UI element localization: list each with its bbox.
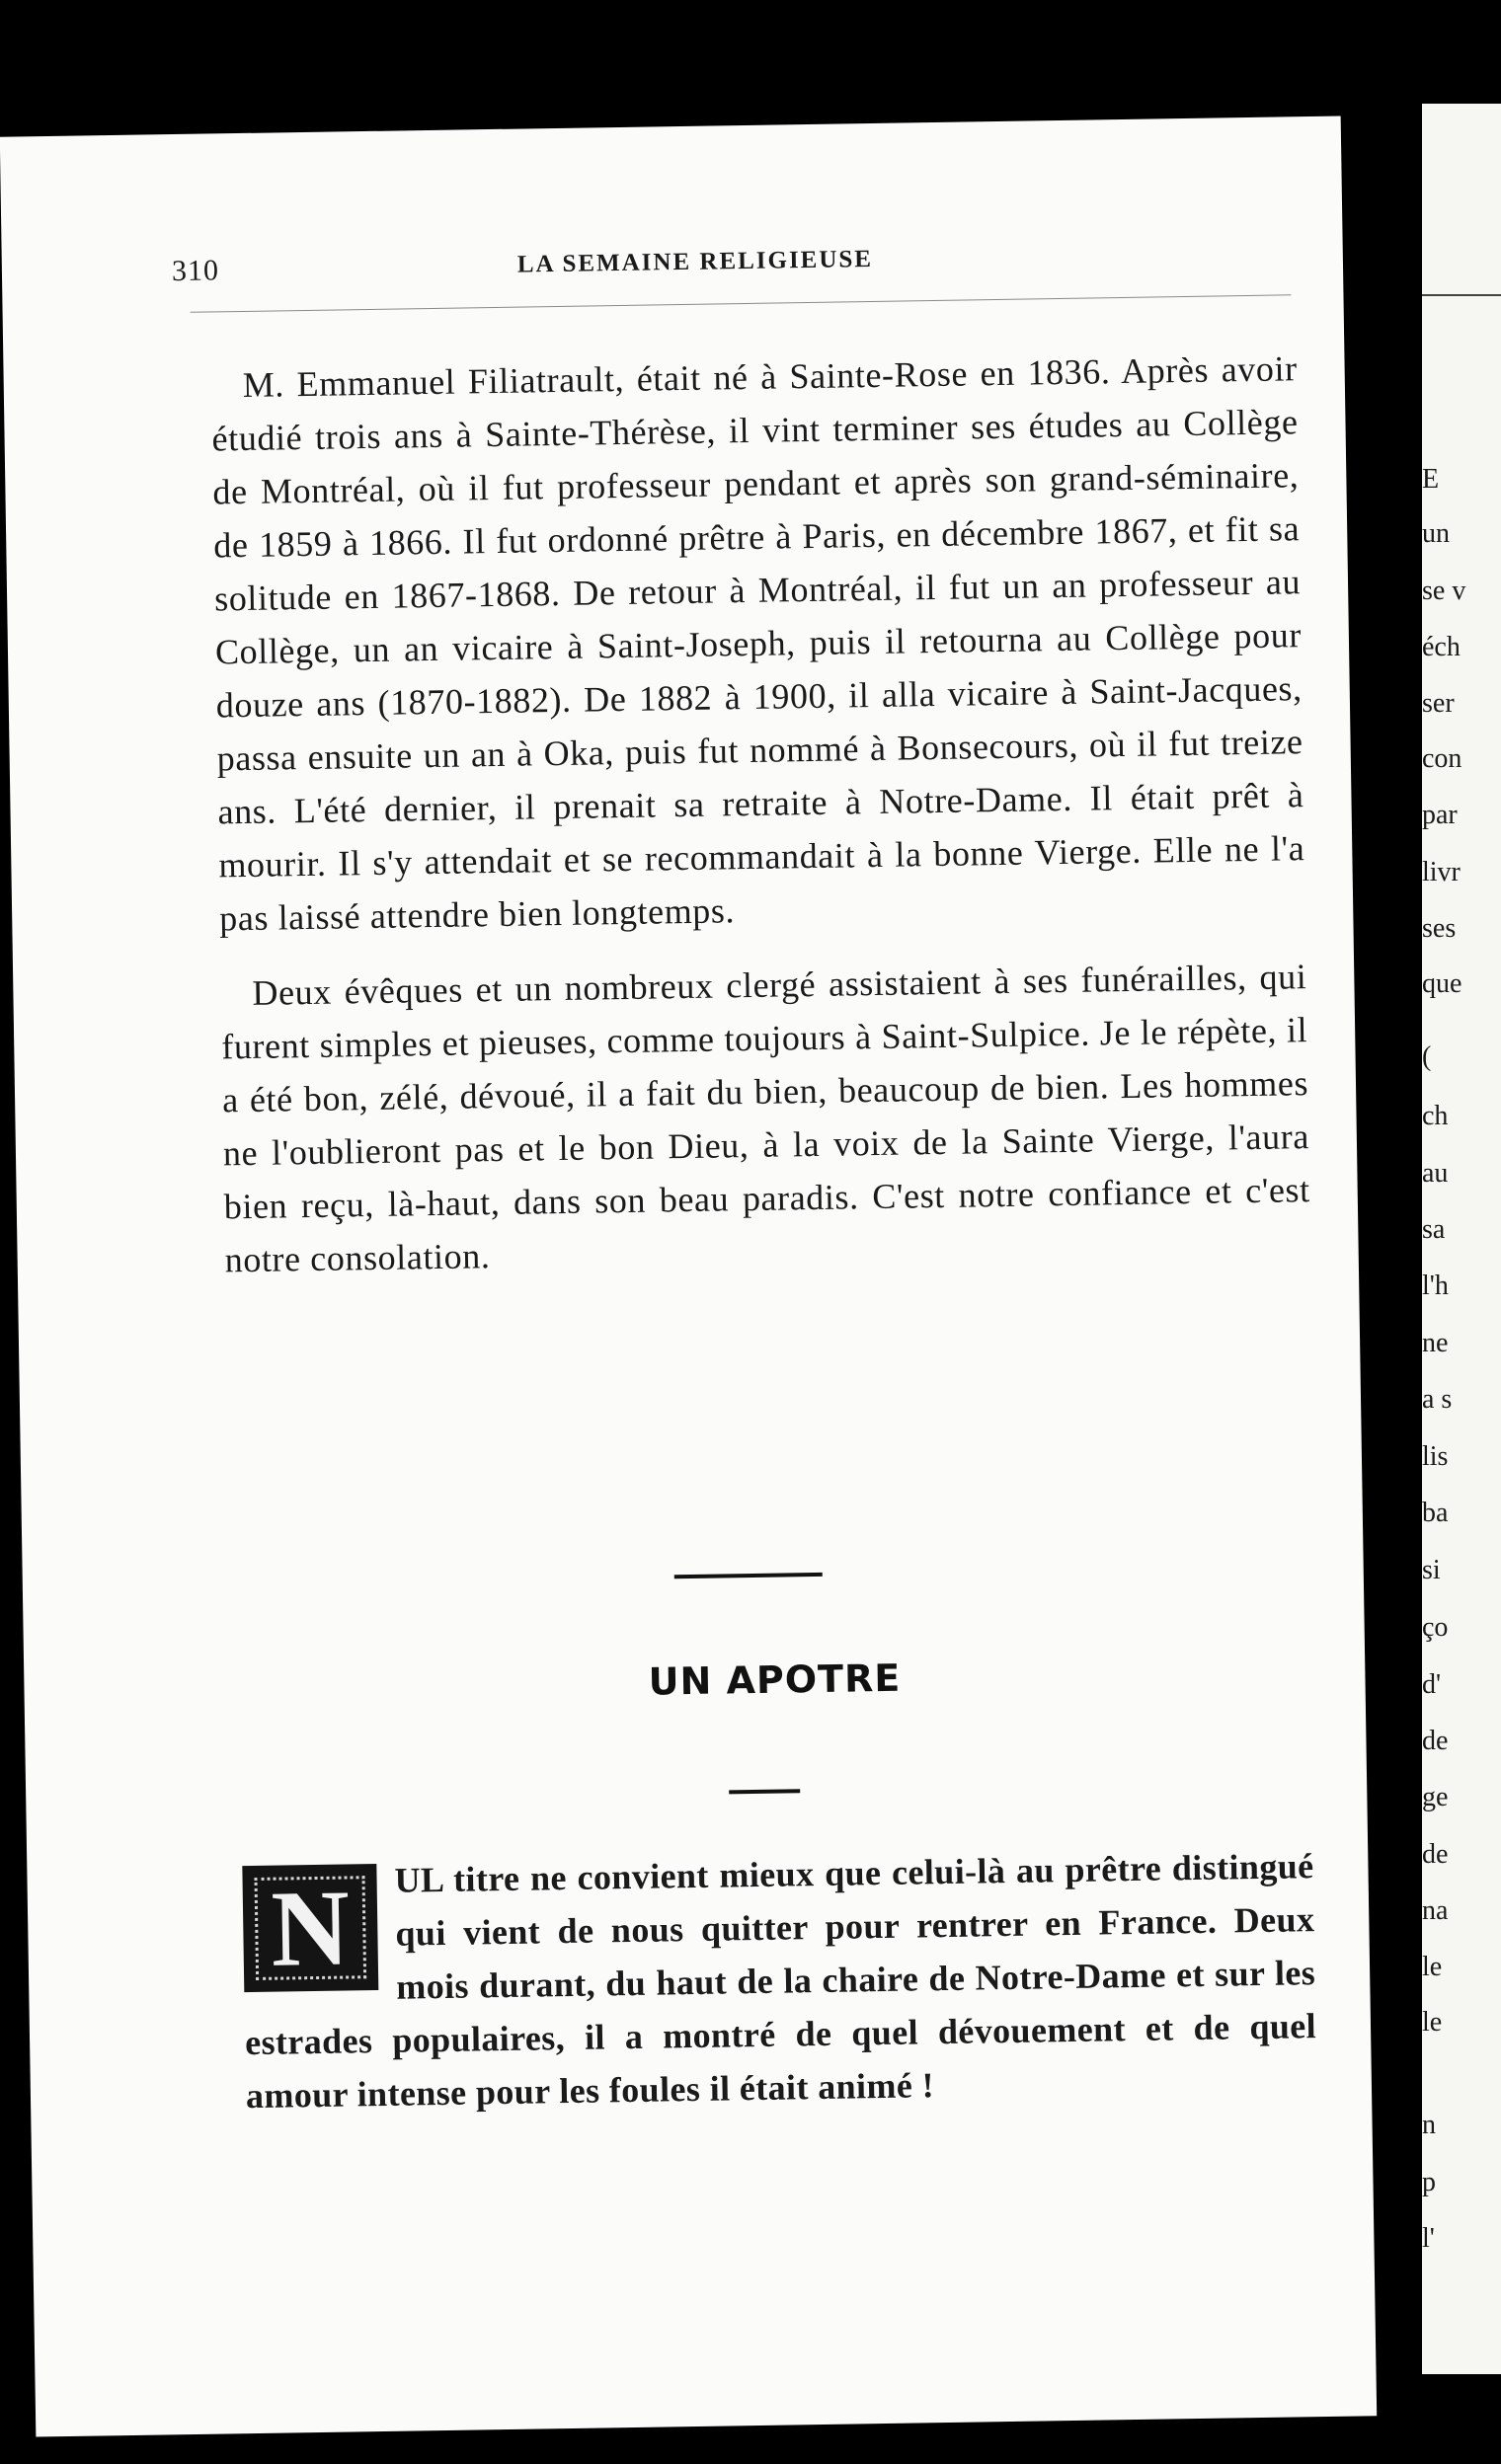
section-separator [674, 1573, 823, 1578]
paragraph-obituary: M. Emmanuel Filiatrault, était né à Sainte-Rose en 1836. Après avoir étudié trois ans à Sainte-Thérèse, il vint terminer ses études au Collège de Montréal, où il fut professeur pendant et après son grand-séminaire, de 1859 à 1866. Il fut ordonné prêtre à Paris, en décembre 1867, et fit sa solitude en 1867-1868. De retour à Montréal, il fut un an professeur au Collège, un an vicaire à Saint-Joseph, puis il retourna au Collège pour douze ans (1870-1882). De 1882 à 1900, il alla vicaire à Saint-Jacques, passa ensuite un an à Oka, puis fut nommé à Bonsecours, où il fut treize ans. L'été dernier, il prenait sa retraite à Notre-Dame. Il était prêt à mourir. Il s'y attendait et se recommandait à la bonne Vierge. Elle ne l'a pas laissé attendre bien longtemps. [211, 348, 1305, 939]
section-paragraph: UL titre ne convient mieux que celui-là au prêtre distingué qui vient de nous quitter pour rentrer en France. Deux mois durant, du haut de la chaire de Notre-Dame et sur les estrades populaires, il a montré de quel dévouement et de quel amour intense pour les foules il était animé ! [244, 1846, 1317, 2117]
adjacent-fragment: l'h [1422, 1270, 1449, 1301]
adjacent-fragment: ço [1422, 1612, 1449, 1643]
drop-cap-letter: N [270, 1867, 351, 1989]
adjacent-fragment: au [1422, 1158, 1449, 1189]
adjacent-fragment: le [1422, 1952, 1443, 1982]
adjacent-fragment: ch [1422, 1101, 1449, 1131]
paragraph-funeral: Deux évêques et un nombreux clergé assistaient à ses funérailles, qui furent simples et pieuses, comme toujours à Saint-Sulpice. Je le répète, il a été bon, zélé, dévoué, il a fait du bien, beaucoup de bien. Les hommes ne l'oublieront pas et le bon Dieu, à la voix de la Sainte Vierge, l'aura bien reçu, là-haut, dans son beau paradis. C'est notre confiance et c'est notre consolation. [220, 957, 1311, 1280]
adjacent-fragment: n [1422, 2110, 1436, 2140]
adjacent-fragment: par [1422, 800, 1458, 830]
adjacent-fragment: lis [1422, 1441, 1449, 1472]
adjacent-fragment: na [1422, 1895, 1449, 1926]
adjacent-page-rule [1422, 294, 1501, 296]
adjacent-fragment: livr [1422, 857, 1461, 887]
title-underline [729, 1789, 800, 1794]
adjacent-fragment: ser [1422, 688, 1455, 719]
header-rule [191, 294, 1292, 313]
body-text [210, 342, 1311, 1308]
running-head [172, 237, 1298, 294]
adjacent-fragment: p [1422, 2167, 1436, 2197]
adjacent-fragment: ses [1422, 913, 1457, 944]
running-title: LA SEMAINE RELIGIEUSE [516, 245, 874, 278]
adjacent-fragment: con [1422, 743, 1462, 774]
adjacent-fragment: sa [1422, 1214, 1446, 1245]
page-number: 310 [171, 254, 220, 288]
adjacent-fragment: éch [1422, 632, 1461, 662]
adjacent-fragment: se v [1422, 576, 1466, 606]
book-page [0, 116, 1377, 2436]
section-body [242, 1839, 1317, 2122]
adjacent-fragment: ( [1422, 1041, 1432, 1072]
adjacent-fragment: le [1422, 2007, 1443, 2038]
adjacent-fragment: ba [1422, 1498, 1449, 1528]
drop-cap-ornament [242, 1864, 378, 1992]
adjacent-fragment: E [1422, 464, 1440, 495]
adjacent-fragment: de [1422, 1839, 1449, 1870]
adjacent-page-edge [1422, 104, 1501, 2374]
adjacent-fragment: ne [1422, 1328, 1449, 1358]
adjacent-fragment: un [1422, 518, 1450, 549]
adjacent-fragment: d' [1422, 1669, 1442, 1700]
adjacent-fragment: a s [1422, 1384, 1453, 1415]
adjacent-fragment: l' [1422, 2223, 1435, 2254]
adjacent-fragment: que [1422, 968, 1462, 999]
adjacent-fragment: ge [1422, 1782, 1449, 1812]
section-title: UN APOTRE [648, 1656, 902, 1704]
adjacent-fragment: si [1422, 1555, 1441, 1585]
adjacent-fragment: de [1422, 1726, 1449, 1756]
